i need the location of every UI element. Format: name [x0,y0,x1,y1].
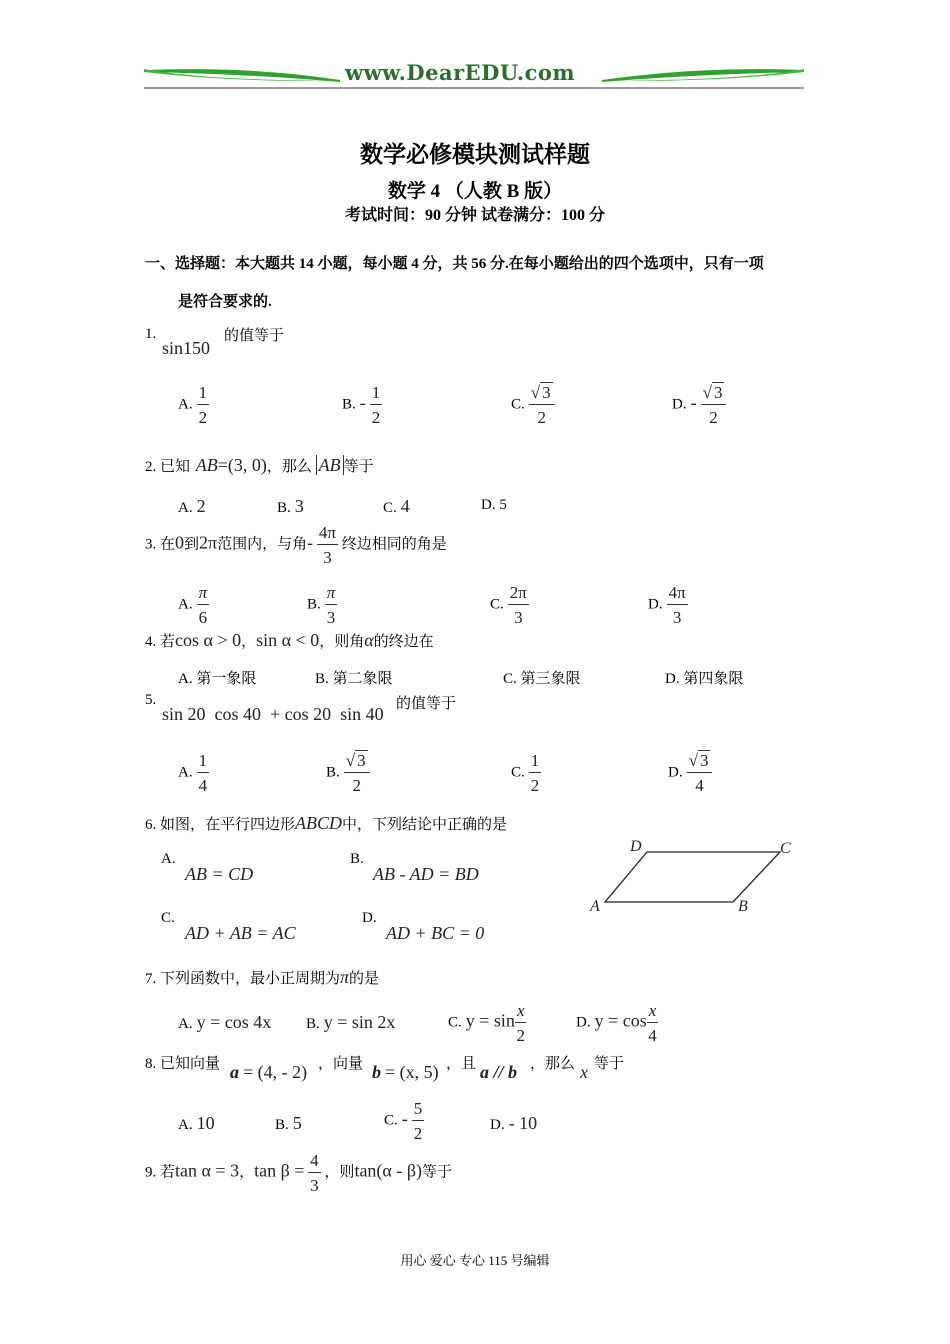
q7-option-c: C. y = sin $\frac{x}{2}$ [448,1001,525,1045]
section-heading: 一、选择题：本大题共 14 小题，每小题 4 分，共 56 分.在每小题给出的四个选项中，只有一项 [145,256,764,272]
q4-option-d: D. 第四象限 [665,671,744,687]
q6-option-c-label: C. [161,910,175,926]
page-subtitle: 数学 4 （人教 B 版） [387,181,563,202]
q5-text: 的值等于 [396,696,457,712]
parallelogram-figure [585,836,800,918]
page-footer: 用心 爱心 专心 115 号编辑 [400,1253,550,1268]
q1-expr: sin150 [162,338,211,358]
q5-option-a: A. $\frac{1}{4}$ [178,751,208,795]
q1-option-d: D. - $\frac{√ 3}{2}$ [672,384,726,426]
q8-vector-a: a = (4, - 2) [230,1062,308,1082]
page-title: 数学必修模块测试样题 [360,142,590,167]
q3-option-b: B. $\frac{\pi}{3}$ [307,583,336,627]
header-banner [140,60,808,92]
q5-option-c: C. $\frac{1}{2}$ [511,751,540,795]
q9-text: 9. 若tan α = 3，tan β = $\frac{4}{3}$ ，则tan(α - β)等于 [145,1151,453,1195]
q2-option-b: B. 3 [277,496,304,516]
q7-text: 7. 下列函数中，最小正周期为π的是 [145,967,380,987]
q1-number: 1. [145,326,157,342]
q8-end: 等于 [594,1056,625,1072]
q8-text: 8. 已知向量 [145,1056,221,1072]
q8-vector-b: b = (x, 5) [372,1062,439,1082]
q4-text: 4. 若cos α > 0，sin α < 0，则角α的终边在 [145,630,434,650]
fraction: $\frac{√ 3}{2}$ [529,384,555,426]
figure-label-b: B [738,898,748,915]
q3-text: 3. 在0到2π范围内，与角- $\frac{4\pi}{3}$ 终边相同的角是 [145,523,447,567]
q2-option-d: D. 5 [481,497,507,513]
section-heading-cont: 是符合要求的. [178,294,272,310]
fraction: $\frac{4\pi}{3}$ [318,523,336,567]
q2-text: 2. 已知 AB=(3, 0)，那么 AB 等于 [145,455,374,475]
exam-info: 考试时间：90 分钟 试卷满分：100 分 [344,207,605,224]
q7-option-b: B. y = sin 2x [306,1012,396,1032]
vector-ab: AB [195,455,218,475]
abs-vector-ab: AB [316,455,344,475]
q8-option-b: B. 5 [275,1113,302,1133]
q4-option-c: C. 第三象限 [503,671,581,687]
q6-option-d-expr: AD + BC = 0 [386,923,485,943]
q5-option-d: D. $\frac{√ 3}{4}$ [668,752,712,794]
q8-option-c: C. - $\frac{5}{2}$ [384,1099,423,1143]
q6-text: 6. 如图，在平行四边形ABCD中，下列结论中正确的是 [145,813,508,833]
fraction: $\frac{4}{3}$ [310,1151,319,1195]
q6-option-b-label: B. [350,851,364,867]
q2-option-a: A. 2 [178,496,206,516]
fraction: $\frac{√ 3}{2}$ [701,384,727,426]
q5-option-b: B. $\frac{√ 3}{2}$ [326,752,370,794]
q8-mid2: ，且 [446,1056,477,1072]
q1-option-c: C. $\frac{√ 3}{2}$ [511,384,555,426]
q5-expr: sin 20 cos 40 + cos 20 sin 40 [162,704,384,724]
q1-option-b: B. - $\frac{1}{2}$ [342,383,381,427]
q3-option-d: D. $\frac{4\pi}{3}$ [648,583,686,627]
q6-option-b-expr: AB - AD = BD [373,864,479,884]
q3-option-c: C. $\frac{2\pi}{3}$ [490,583,527,627]
q7-option-a: A. y = cos 4x [178,1012,272,1032]
q8-mid3: ，那么 [530,1056,576,1072]
q4-option-b: B. 第二象限 [315,671,393,687]
q2-option-c: C. 4 [383,496,410,516]
q8-x: x [580,1062,588,1082]
figure-label-c: C [780,840,791,857]
q8-mid1: ，向量 [318,1056,364,1072]
q6-option-d-label: D. [362,910,377,926]
q6-option-c-expr: AD + AB = AC [185,923,296,943]
q6-option-a-label: A. [161,851,176,867]
q5-number: 5. [145,692,157,708]
q6-option-a-expr: AB = CD [185,864,254,884]
q7-option-d: D. y = cos $\frac{x}{4}$ [576,1001,657,1045]
q8-option-d: D. - 10 [490,1113,538,1133]
q3-option-a: A. $\frac{\pi}{6}$ [178,583,208,627]
logo-text: www.DearEDU.com [345,60,576,85]
q4-option-a: A. 第一象限 [178,671,257,687]
figure-label-d: D [630,838,642,855]
q8-option-a: A. 10 [178,1113,215,1133]
q1-text: 的值等于 [224,328,285,344]
figure-label-a: A [590,898,600,915]
q8-parallel: a // b [480,1062,518,1082]
fraction: $\frac{1}{2}$ [198,383,208,427]
fraction: $\frac{1}{2}$ [371,383,381,427]
q1-option-a: A. $\frac{1}{2}$ [178,383,208,427]
